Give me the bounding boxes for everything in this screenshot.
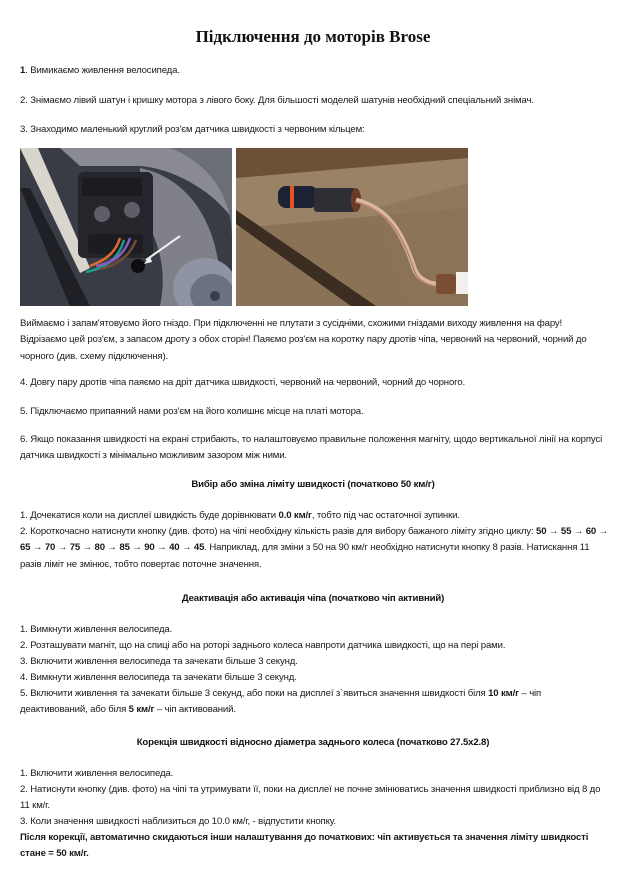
chip-step-2: 2. Розташувати магніт, що на спиці або на роторі заднього колеса навпроти датчика швидкості, що на пері рами. (20, 640, 506, 651)
chip-step-1: 1. Вимкнути живлення велосипеда. (20, 624, 173, 635)
wheel-step-2: 2. Натиснути кнопку (див. фото) на чіпі та утримувати її, поки на дисплеї не почне змінюватись значення швидкості приблизно від 8 до 11 км/г. (20, 784, 601, 812)
step-6: 6. Якщо показання швидкості на екрані стрибають, то налаштовуємо правильне положення магніту, щодо вертикальної лінії на корпусі датчика швидкості з мінімально можливим зазором між ними. (20, 434, 603, 462)
limit-cycle: 50 → 55 → 60 → 65 → 70 → 75 → 80 → 85 → 90 → 40 → 45 (20, 526, 609, 554)
chip-step-4: 4. Вимкнути живлення велосипеда та зачекати більше 3 секунд. (20, 672, 297, 683)
section-heading-wheel-correction: Корекція швидкості відносно діаметра заднього колеса (початково 27.5x2.8) (136, 737, 490, 748)
motor-connector-photo (20, 148, 232, 306)
limit-step-1: 1. Дочекатися коли на дисплеї швидкість буде дорівнювати 0.0 км/г, тобто під час остаточної зупинки. (20, 510, 460, 521)
step-3: 3. Знаходимо маленький круглий роз'єм датчика швидкості з червоним кільцем: (20, 124, 365, 135)
page-title: Підключення до моторів Brose (195, 27, 431, 46)
chip-step-5: 5. Включити живлення та зачекати більше 3 секунд, або поки на дисплеї з`явиться значення швидкості біля 10 км/г – чіп деактивований, або біля 5 км/г – чіп активований. (20, 688, 542, 716)
step-5: 5. Підключаємо припаяний нами роз'єм на його колишнє місце на платі мотора. (20, 406, 364, 417)
step-1-number: 1 (20, 65, 26, 76)
wheel-step-3: 3. Коли значення швидкості наблизиться до 10.0 км/г, - відпустити кнопку. (20, 816, 336, 827)
limit-step-2: 2. Короткочасно натиснути кнопку (див. фото) на чіпі необхідну кількість разів для вибору бажаного ліміту згідно циклу: 50 → 55 → 60 → 65 → 70 → 75 → 80 → 85 → 90 → 40 → 45. Наприклад, для зміни з 50 на 90 км/г необхідно натиснути кнопку 8 разів. Натискання 11 разів ліміт не змінює, тобто повертає поточне значення. (20, 526, 609, 570)
step-2: 2. Знімаємо лівий шатун і кришку мотора з лівого боку. Для більшості моделей шатунів необхідний спеціальний знімач. (20, 95, 534, 106)
paragraph-connector-details: Виймаємо і запам'ятовуємо його гніздо. При підключенні не плутати з сусідніми, схожими гніздами виходу живлення на фару! Відрізаємо цей роз'єм, з запасом дроту з обох сторін! Паяємо роз'єм на коротку пару дротів чіпа, червоний на червоний, чорний до чорного (див. схему підключення). (20, 318, 587, 362)
sensor-plug-photo (236, 148, 468, 306)
chip-step-3: 3. Включити живлення велосипеда та зачекати більше 3 секунд. (20, 656, 298, 667)
wheel-correction-note: Після корекції, автоматично скидаються інши налаштування до початкових: чіп активується та значення ліміту швидкості стане = 50 км/г. (20, 832, 589, 860)
wheel-step-1: 1. Включити живлення велосипеда. (20, 768, 174, 779)
step-1: 1. Вимикаємо живлення велосипеда. (20, 65, 180, 76)
section-heading-speed-limit: Вибір або зміна ліміту швидкості (початково 50 км/г) (191, 479, 435, 490)
section-heading-chip-activation: Деактивація або активація чіпа (початково чіп активний) (181, 593, 445, 604)
step-4: 4. Довгу пару дротів чіпа паяємо на дріт датчика швидкості, червоний на червоний, чорний до чорного. (20, 377, 465, 388)
